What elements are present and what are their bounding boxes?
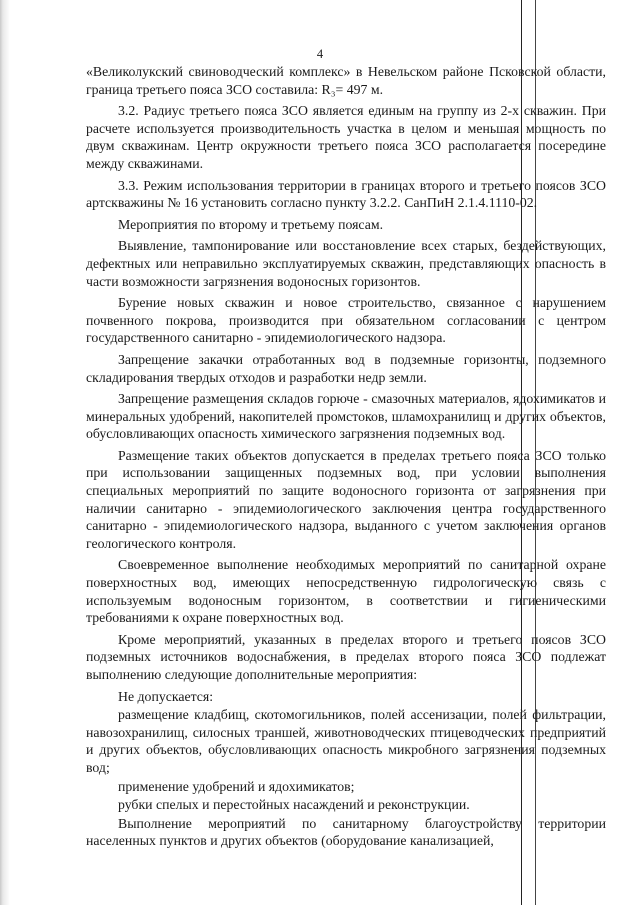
paragraph-not-allowed: Не допускается: (118, 688, 214, 704)
paragraph-3-3: 3.3. Режим использования территории в границах второго и третьего поясов ЗСО артскважины № 16 установить согласно пункту 3.2.2. СанПиН 2.1.4.1110-02. (86, 177, 606, 211)
paragraph-drilling: Бурение новых скважин и новое строительство, связанное с нарушением почвенного покрова, производится при обязательном согласовании с центром государственного санитарно - эпидемиологического надзора. (86, 295, 606, 346)
list-item-placement: размещение кладбищ, скотомогильников, полей ассенизации, полей фильтрации, навозохранилищ, силосных траншей, животноводческих птицеводческих предприятий и других объектов, обусловливающих опасность микробного загрязнения подземных вод; (86, 707, 606, 775)
paragraph-injection-ban: Запрещение закачки отработанных вод в подземные горизонты, подземного складирования твердых отходов и разработки недр земли. (86, 351, 606, 385)
paragraph-measures-heading: Мероприятия по второму и третьему поясам. (118, 216, 384, 232)
page-number: 4 (316, 47, 324, 61)
paragraph-continuation: «Великолукский свиноводческий комплекс» в Невельском районе Псковской области, граница третьего пояса ЗСО составила: R₃= 497 м. (86, 64, 606, 97)
paragraph-3-2: 3.2. Радиус третьего пояса ЗСО является единым на группу из 2-х скважин. При расчете используется производительность участка в целом и меньшая мощность по двум скважинам. Центр окружности третьего пояса ЗСО располагается посередине между скважинами. (86, 103, 606, 171)
paragraph-surface-water: Своевременное выполнение необходимых мероприятий по санитарной охране поверхностных вод, имеющих непосредственную гидрологическую связь с используемым водоносным горизонтом, в соответствии и гигиеническими требованиями к охране поверхностных вод. (86, 557, 606, 626)
paragraph-additional: Кроме мероприятий, указанных в пределах второго и третьего поясов ЗСО подземных источников водоснабжения, в пределах второго пояса ЗСО подлежат выполнению следующие дополнительные мероприятия: (86, 631, 606, 682)
list-item-logging: рубки спелых и перестойных насаждений и реконструкции. (118, 797, 470, 813)
paragraph-wells: Выявление, тампонирование или восстановление всех старых, бездействующих, дефектных или неправильно эксплуатируемых скважин, представляющих опасность в части возможности загрязнения водоносных горизонтов. (86, 238, 606, 289)
paragraph-storage-ban: Запрещение размещения складов горюче - смазочных материалов, ядохимикатов и минеральных удобрений, накопителей промстоков, шламохранилищ и других объектов, обусловливающих опасность химического загрязнения подземных вод. (86, 391, 606, 442)
list-item-fertilizers: применение удобрений и ядохимикатов; (118, 778, 355, 794)
scan-fold-shadow (0, 0, 60, 905)
paragraph-improvement: Выполнение мероприятий по санитарному благоустройству территории населенных пунктов и других объектов (оборудование канализацией, (86, 815, 606, 849)
paragraph-placement: Размещение таких объектов допускается в пределах третьего пояса ЗСО только при использовании защищенных подземных вод, при условии выполнения специальных мероприятий по защите водоносного горизонта от загрязнения при наличии санитарно - эпидемиологического заключения центра государственного санитарно - эпидемиологического надзора, выданного с учетом заключения органов геологического контроля. (86, 447, 606, 551)
document-body (86, 63, 606, 854)
